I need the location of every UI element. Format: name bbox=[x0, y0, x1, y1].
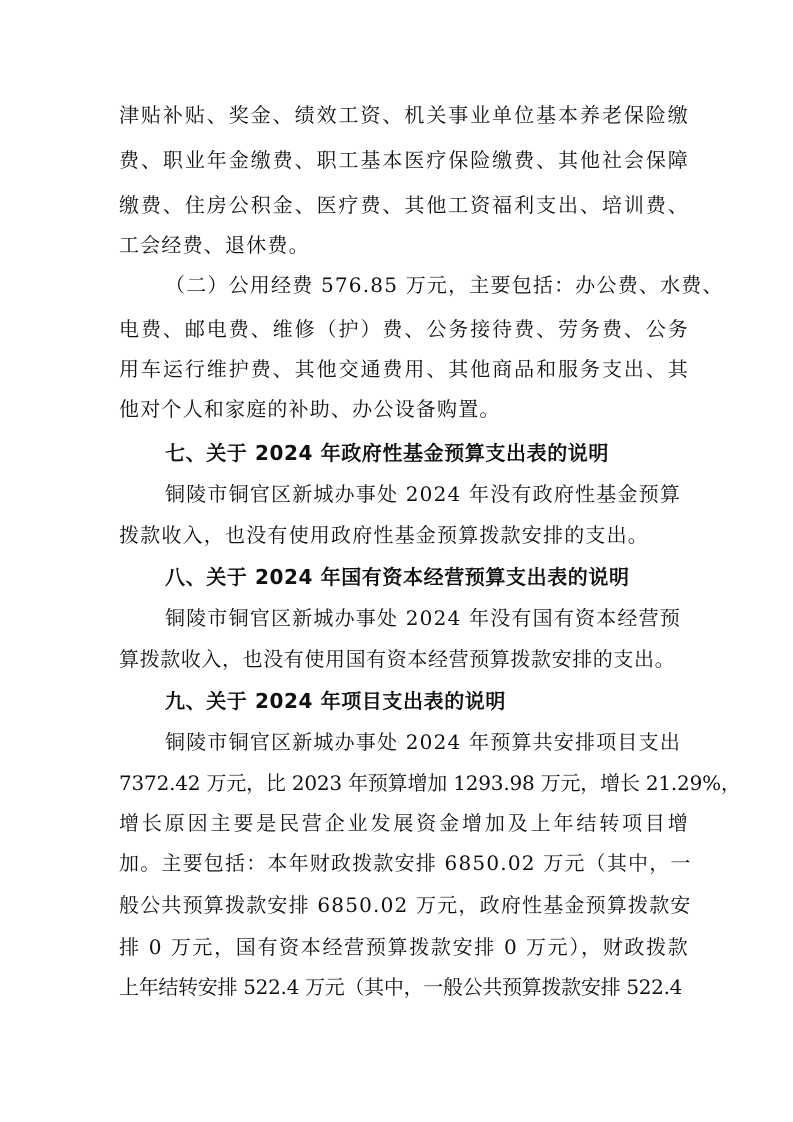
body-text-line: 上年结转安排 522.4 万元（其中，一般公共预算拨款安排 522.4 bbox=[119, 975, 683, 999]
body-text-line: 缴费、住房公积金、医疗费、其他工资福利支出、培训费、 bbox=[119, 193, 689, 217]
body-text-line: 用车运行维护费、其他交通费用、其他商品和服务支出、其 bbox=[119, 357, 689, 381]
body-text-line: 铜陵市铜官区新城办事处 2024 年没有国有资本经营预 bbox=[165, 606, 682, 630]
body-text-line: 般公共预算拨款安排 6850.02 万元，政府性基金预算拨款安 bbox=[119, 893, 692, 917]
body-text-line: 7372.42 万元，比 2023 年预算增加 1293.98 万元，增长 21.29%， bbox=[119, 771, 741, 795]
body-text-line: 算拨款收入，也没有使用国有资本经营预算拨款安排的支出。 bbox=[119, 647, 676, 671]
section-heading-9: 九、关于 2024 年项目支出表的说明 bbox=[165, 689, 506, 713]
body-text-line: 增长原因主要是民营企业发展资金增加及上年结转项目增 bbox=[119, 811, 689, 835]
section-heading-8: 八、关于 2024 年国有资本经营预算支出表的说明 bbox=[165, 565, 630, 589]
body-text-line: 费、职业年金缴费、职工基本医疗保险缴费、其他社会保障 bbox=[119, 148, 689, 172]
body-text-line: 加。主要包括：本年财政拨款安排 6850.02 万元（其中，一 bbox=[119, 851, 692, 875]
body-text-line: 铜陵市铜官区新城办事处 2024 年没有政府性基金预算 bbox=[165, 482, 682, 506]
body-text-line: 排 0 万元，国有资本经营预算拨款安排 0 万元），财政拨款 bbox=[119, 935, 689, 959]
body-text-line: 津贴补贴、奖金、绩效工资、机关事业单位基本养老保险缴 bbox=[119, 103, 689, 127]
body-text-line: 电费、邮电费、维修（护）费、公务接待费、劳务费、公务 bbox=[119, 317, 689, 341]
paragraph-public-expenses: （二）公用经费 576.85 万元，主要包括：办公费、水费、 bbox=[165, 273, 724, 297]
section-heading-7: 七、关于 2024 年政府性基金预算支出表的说明 bbox=[165, 441, 609, 465]
body-text-line: 他对个人和家庭的补助、办公设备购置。 bbox=[119, 397, 501, 421]
body-text-line: 铜陵市铜官区新城办事处 2024 年预算共安排项目支出 bbox=[165, 730, 682, 754]
body-text-line: 拨款收入，也没有使用政府性基金预算拨款安排的支出。 bbox=[119, 523, 649, 547]
body-text-line: 工会经费、退休费。 bbox=[119, 233, 310, 257]
